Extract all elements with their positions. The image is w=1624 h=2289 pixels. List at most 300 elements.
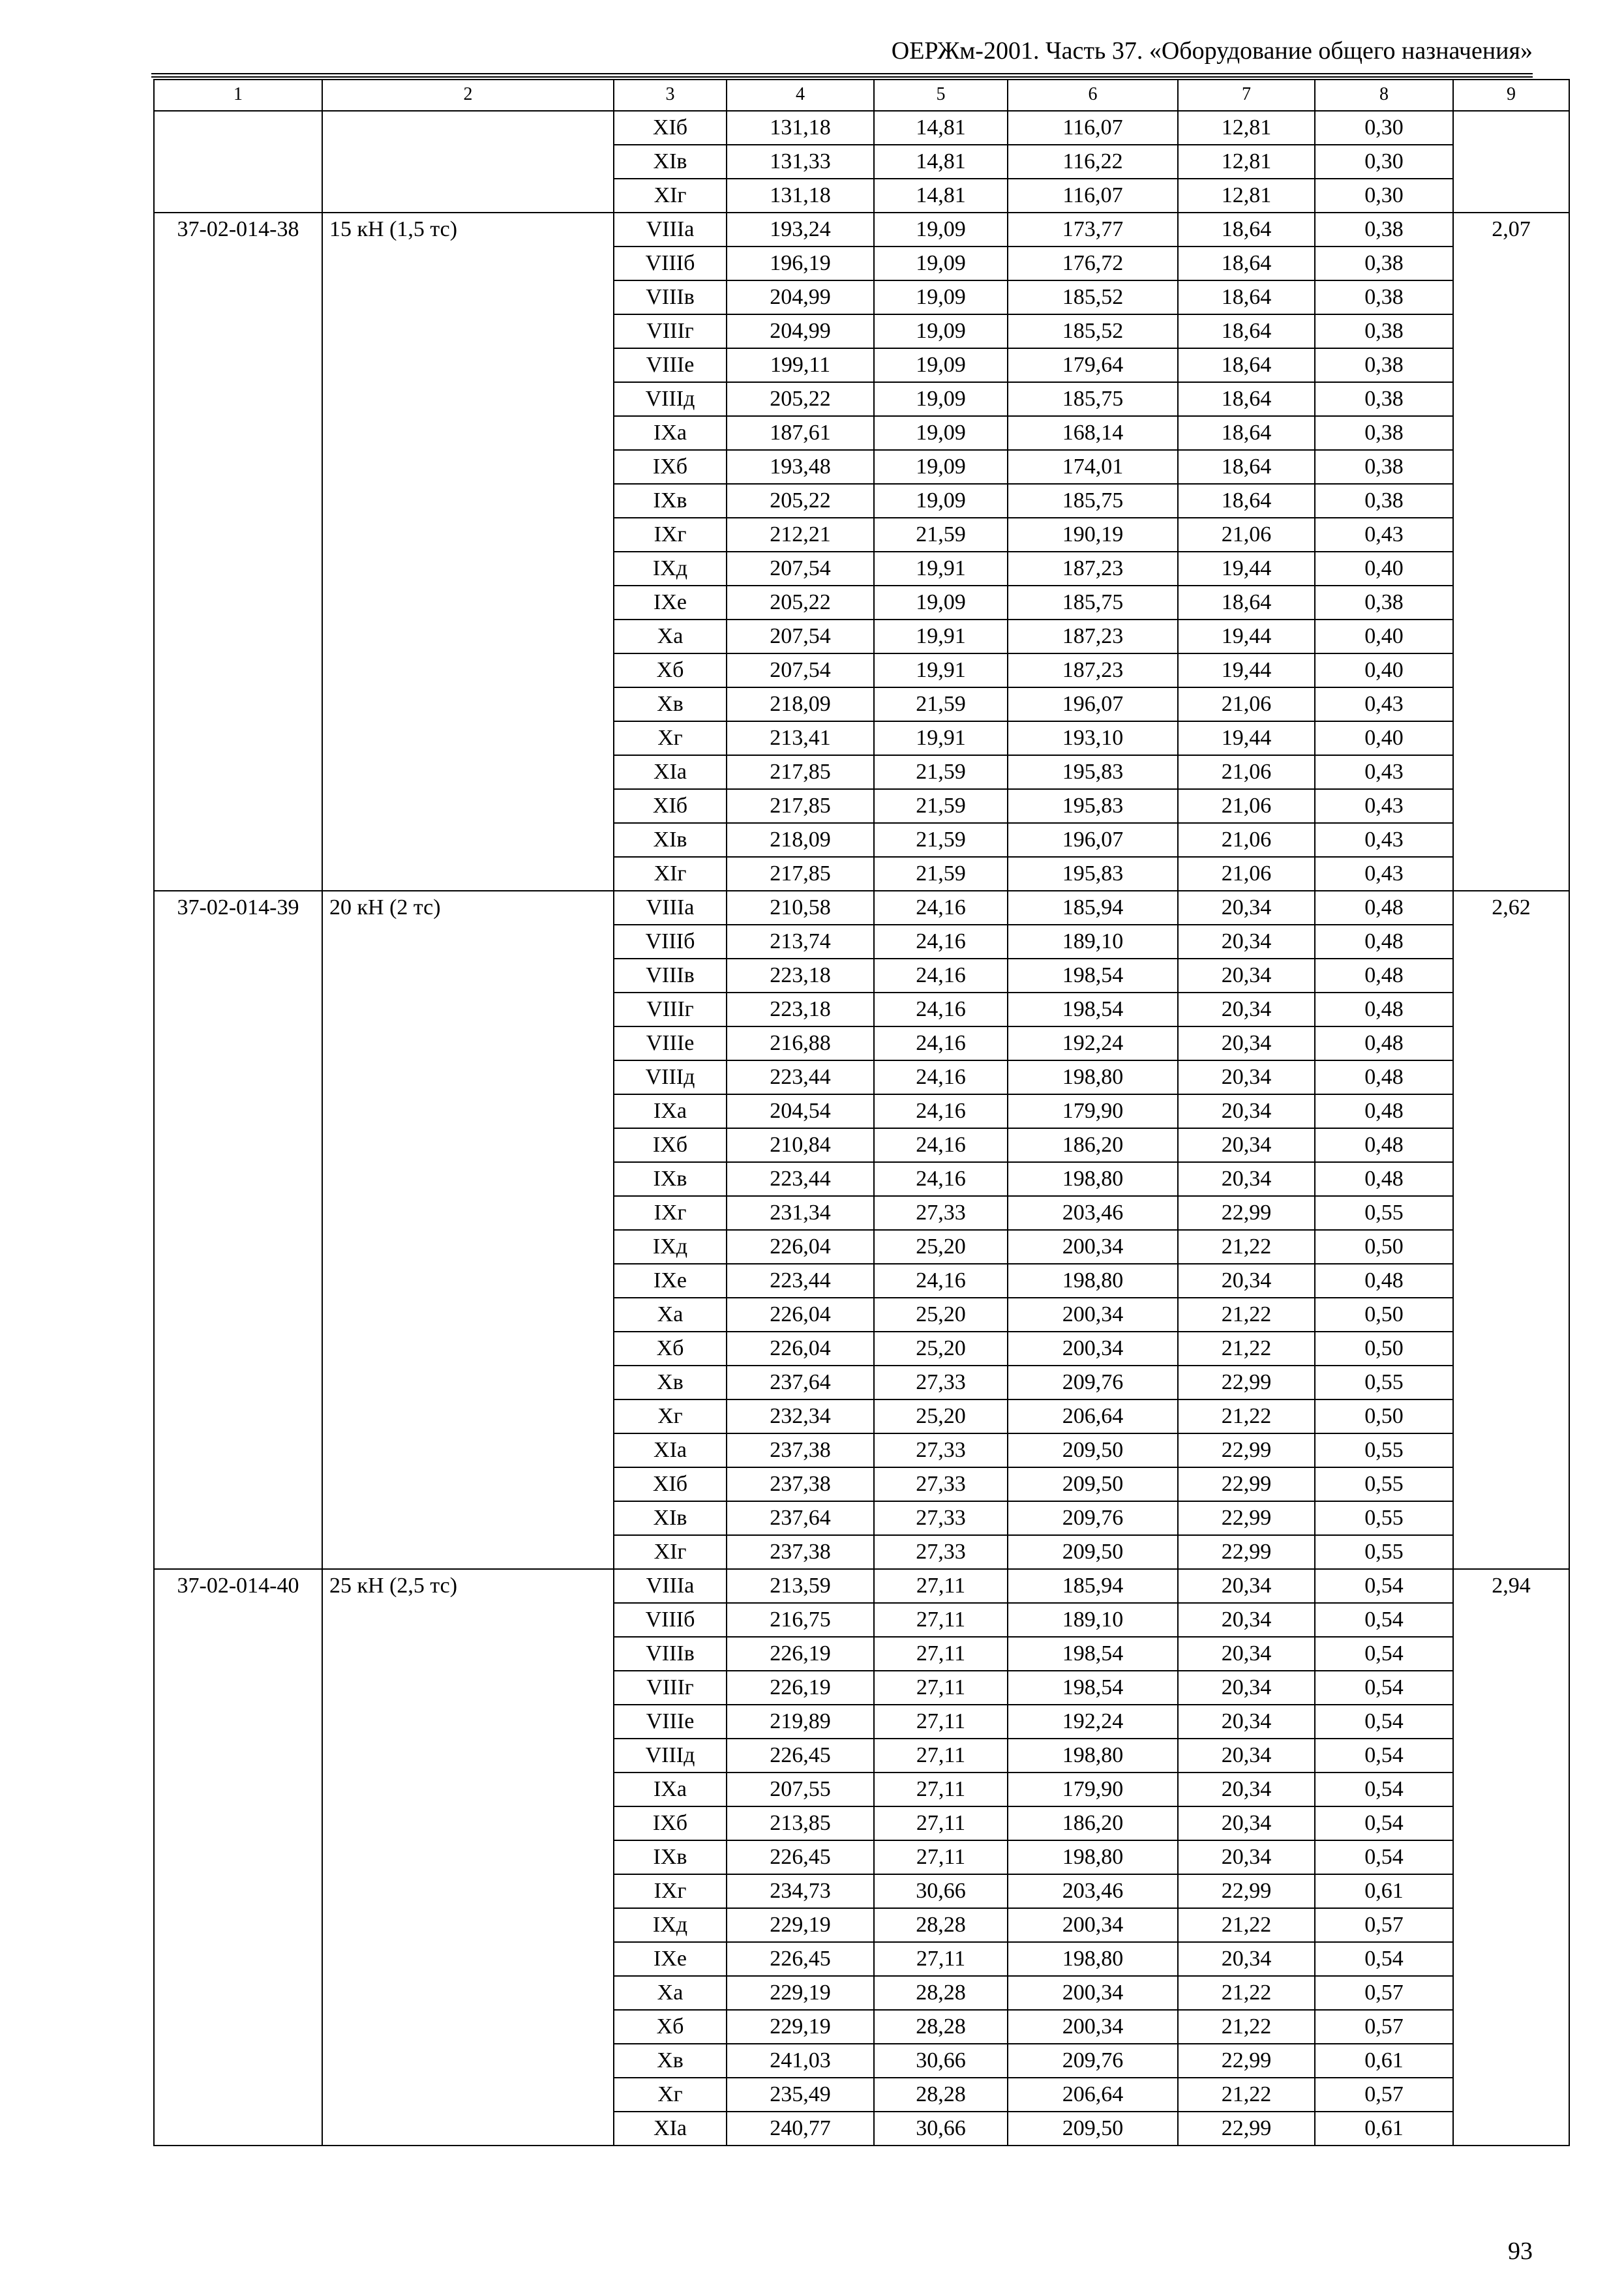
region-zone-cell: IXа: [614, 1094, 727, 1128]
materials-cell: 0,43: [1315, 687, 1453, 721]
machine-operation-cell: 185,75: [1008, 586, 1178, 620]
total-cost-cell: 213,41: [727, 721, 874, 755]
region-zone-cell: VIIIб: [614, 925, 727, 959]
machine-operation-cell: 186,20: [1008, 1128, 1178, 1162]
total-cost-cell: 217,85: [727, 857, 874, 891]
machine-operation-cell: 195,83: [1008, 789, 1178, 823]
operator-wages-cell: 21,22: [1178, 1908, 1315, 1942]
total-cost-cell: 231,34: [727, 1196, 874, 1230]
machine-operation-cell: 187,23: [1008, 552, 1178, 586]
region-zone-cell: IXе: [614, 586, 727, 620]
total-cost-cell: 213,74: [727, 925, 874, 959]
wages-cell: 24,16: [874, 1264, 1008, 1298]
region-zone-cell: Xб: [614, 653, 727, 687]
materials-cell: 0,48: [1315, 959, 1453, 993]
region-zone-cell: VIIIд: [614, 382, 727, 416]
total-cost-cell: 237,38: [727, 1467, 874, 1501]
wages-cell: 19,09: [874, 416, 1008, 450]
total-cost-cell: 237,38: [727, 1535, 874, 1569]
materials-cell: 0,55: [1315, 1196, 1453, 1230]
total-cost-cell: 226,04: [727, 1298, 874, 1332]
total-cost-cell: 204,99: [727, 314, 874, 348]
machine-operation-cell: 198,80: [1008, 1060, 1178, 1094]
labor-cost-cell: [1453, 111, 1569, 213]
operator-wages-cell: 20,34: [1178, 1671, 1315, 1705]
region-zone-cell: IXа: [614, 416, 727, 450]
machine-operation-cell: 200,34: [1008, 1298, 1178, 1332]
total-cost-cell: 210,84: [727, 1128, 874, 1162]
operator-wages-cell: 21,22: [1178, 1298, 1315, 1332]
region-zone-cell: VIIIд: [614, 1060, 727, 1094]
operator-wages-cell: 18,64: [1178, 586, 1315, 620]
total-cost-cell: 199,11: [727, 348, 874, 382]
machine-operation-cell: 116,22: [1008, 145, 1178, 179]
operator-wages-cell: 18,64: [1178, 247, 1315, 280]
region-zone-cell: Xг: [614, 721, 727, 755]
total-cost-cell: 205,22: [727, 382, 874, 416]
total-cost-cell: 131,18: [727, 111, 874, 145]
operator-wages-cell: 20,34: [1178, 1637, 1315, 1671]
region-zone-cell: IXг: [614, 1196, 727, 1230]
materials-cell: 0,48: [1315, 891, 1453, 925]
materials-cell: 0,40: [1315, 721, 1453, 755]
region-zone-cell: VIIIв: [614, 280, 727, 314]
materials-cell: 0,48: [1315, 1128, 1453, 1162]
table-row: [154, 1569, 1569, 1603]
machine-operation-cell: 190,19: [1008, 518, 1178, 552]
capacity-name: 25 кН (2,5 тс): [322, 1569, 614, 2146]
wages-cell: 19,09: [874, 280, 1008, 314]
wages-cell: 27,33: [874, 1366, 1008, 1399]
wages-cell: 27,11: [874, 1671, 1008, 1705]
wages-cell: 19,09: [874, 314, 1008, 348]
region-zone-cell: VIIIб: [614, 247, 727, 280]
machine-operation-cell: 179,90: [1008, 1094, 1178, 1128]
machine-operation-cell: 185,94: [1008, 891, 1178, 925]
operator-wages-cell: 21,06: [1178, 857, 1315, 891]
column-number: 8: [1315, 80, 1453, 111]
total-cost-cell: 219,89: [727, 1705, 874, 1739]
wages-cell: 14,81: [874, 179, 1008, 213]
operator-wages-cell: 20,34: [1178, 1942, 1315, 1976]
total-cost-cell: 210,58: [727, 891, 874, 925]
operator-wages-cell: 22,99: [1178, 1366, 1315, 1399]
operator-wages-cell: 22,99: [1178, 1433, 1315, 1467]
materials-cell: 0,48: [1315, 1094, 1453, 1128]
wages-cell: 19,91: [874, 721, 1008, 755]
machine-operation-cell: 200,34: [1008, 1230, 1178, 1264]
total-cost-cell: 131,33: [727, 145, 874, 179]
operator-wages-cell: 18,64: [1178, 450, 1315, 484]
wages-cell: 19,09: [874, 348, 1008, 382]
region-zone-cell: IXб: [614, 450, 727, 484]
machine-operation-cell: 198,80: [1008, 1840, 1178, 1874]
page-number: 93: [1508, 2237, 1533, 2265]
materials-cell: 0,38: [1315, 213, 1453, 247]
materials-cell: 0,38: [1315, 484, 1453, 518]
materials-cell: 0,30: [1315, 145, 1453, 179]
total-cost-cell: 213,59: [727, 1569, 874, 1603]
materials-cell: 0,55: [1315, 1535, 1453, 1569]
total-cost-cell: 229,19: [727, 1976, 874, 2010]
wages-cell: 30,66: [874, 1874, 1008, 1908]
machine-operation-cell: 203,46: [1008, 1874, 1178, 1908]
wages-cell: 14,81: [874, 145, 1008, 179]
operator-wages-cell: 18,64: [1178, 314, 1315, 348]
total-cost-cell: 207,55: [727, 1773, 874, 1806]
operator-wages-cell: 20,34: [1178, 1739, 1315, 1773]
wages-cell: 27,33: [874, 1433, 1008, 1467]
operator-wages-cell: 20,34: [1178, 993, 1315, 1026]
region-zone-cell: IXв: [614, 1840, 727, 1874]
price-table: [153, 79, 1570, 2146]
column-number: 6: [1008, 80, 1178, 111]
total-cost-cell: 207,54: [727, 653, 874, 687]
total-cost-cell: 223,44: [727, 1060, 874, 1094]
region-zone-cell: IXв: [614, 484, 727, 518]
wages-cell: 30,66: [874, 2112, 1008, 2146]
total-cost-cell: 237,38: [727, 1433, 874, 1467]
total-cost-cell: 217,85: [727, 755, 874, 789]
region-zone-cell: XIв: [614, 145, 727, 179]
region-zone-cell: VIIIа: [614, 1569, 727, 1603]
region-zone-cell: XIб: [614, 1467, 727, 1501]
table-row: [154, 111, 1569, 145]
wages-cell: 24,16: [874, 891, 1008, 925]
operator-wages-cell: 19,44: [1178, 653, 1315, 687]
materials-cell: 0,54: [1315, 1840, 1453, 1874]
total-cost-cell: 212,21: [727, 518, 874, 552]
operator-wages-cell: 19,44: [1178, 721, 1315, 755]
materials-cell: 0,57: [1315, 1908, 1453, 1942]
materials-cell: 0,54: [1315, 1773, 1453, 1806]
region-zone-cell: Xв: [614, 687, 727, 721]
materials-cell: 0,40: [1315, 653, 1453, 687]
machine-operation-cell: 209,50: [1008, 2112, 1178, 2146]
wages-cell: 25,20: [874, 1298, 1008, 1332]
rate-code: 37-02-014-38: [154, 213, 322, 891]
total-cost-cell: 226,19: [727, 1637, 874, 1671]
wages-cell: 24,16: [874, 959, 1008, 993]
operator-wages-cell: 12,81: [1178, 111, 1315, 145]
operator-wages-cell: 22,99: [1178, 2044, 1315, 2078]
total-cost-cell: 240,77: [727, 2112, 874, 2146]
region-zone-cell: XIг: [614, 857, 727, 891]
materials-cell: 0,38: [1315, 382, 1453, 416]
operator-wages-cell: 18,64: [1178, 280, 1315, 314]
wages-cell: 19,09: [874, 213, 1008, 247]
rate-code: [154, 111, 322, 213]
wages-cell: 21,59: [874, 755, 1008, 789]
operator-wages-cell: 12,81: [1178, 179, 1315, 213]
total-cost-cell: 204,99: [727, 280, 874, 314]
total-cost-cell: 226,45: [727, 1739, 874, 1773]
materials-cell: 0,57: [1315, 2078, 1453, 2112]
machine-operation-cell: 185,75: [1008, 382, 1178, 416]
region-zone-cell: IXб: [614, 1128, 727, 1162]
region-zone-cell: XIа: [614, 755, 727, 789]
region-zone-cell: VIIIг: [614, 993, 727, 1026]
materials-cell: 0,61: [1315, 2112, 1453, 2146]
materials-cell: 0,54: [1315, 1671, 1453, 1705]
machine-operation-cell: 198,54: [1008, 993, 1178, 1026]
operator-wages-cell: 22,99: [1178, 1196, 1315, 1230]
machine-operation-cell: 174,01: [1008, 450, 1178, 484]
machine-operation-cell: 185,52: [1008, 314, 1178, 348]
wages-cell: 30,66: [874, 2044, 1008, 2078]
column-number: 2: [322, 80, 614, 111]
page-header: ОЕРЖм-2001. Часть 37. «Оборудование общего назначения»: [891, 37, 1533, 65]
region-zone-cell: VIIIе: [614, 348, 727, 382]
materials-cell: 0,48: [1315, 1162, 1453, 1196]
table-body: [154, 80, 1569, 2146]
machine-operation-cell: 193,10: [1008, 721, 1178, 755]
column-number: 1: [154, 80, 322, 111]
machine-operation-cell: 189,10: [1008, 925, 1178, 959]
operator-wages-cell: 21,22: [1178, 2078, 1315, 2112]
materials-cell: 0,55: [1315, 1467, 1453, 1501]
machine-operation-cell: 209,76: [1008, 2044, 1178, 2078]
operator-wages-cell: 20,34: [1178, 1603, 1315, 1637]
wages-cell: 19,09: [874, 586, 1008, 620]
operator-wages-cell: 21,06: [1178, 823, 1315, 857]
region-zone-cell: VIIIа: [614, 891, 727, 925]
wages-cell: 25,20: [874, 1230, 1008, 1264]
total-cost-cell: 229,19: [727, 1908, 874, 1942]
machine-operation-cell: 209,50: [1008, 1467, 1178, 1501]
total-cost-cell: 131,18: [727, 179, 874, 213]
total-cost-cell: 193,48: [727, 450, 874, 484]
wages-cell: 19,91: [874, 653, 1008, 687]
total-cost-cell: 207,54: [727, 620, 874, 653]
operator-wages-cell: 20,34: [1178, 925, 1315, 959]
region-zone-cell: IXг: [614, 518, 727, 552]
machine-operation-cell: 198,80: [1008, 1739, 1178, 1773]
machine-operation-cell: 116,07: [1008, 179, 1178, 213]
region-zone-cell: VIIIв: [614, 959, 727, 993]
operator-wages-cell: 22,99: [1178, 2112, 1315, 2146]
region-zone-cell: XIа: [614, 1433, 727, 1467]
materials-cell: 0,54: [1315, 1569, 1453, 1603]
materials-cell: 0,43: [1315, 789, 1453, 823]
operator-wages-cell: 22,99: [1178, 1874, 1315, 1908]
materials-cell: 0,38: [1315, 348, 1453, 382]
column-number: 7: [1178, 80, 1315, 111]
total-cost-cell: 226,45: [727, 1942, 874, 1976]
machine-operation-cell: 179,90: [1008, 1773, 1178, 1806]
materials-cell: 0,61: [1315, 1874, 1453, 1908]
rate-code: 37-02-014-40: [154, 1569, 322, 2146]
rate-code: 37-02-014-39: [154, 891, 322, 1569]
materials-cell: 0,40: [1315, 552, 1453, 586]
machine-operation-cell: 176,72: [1008, 247, 1178, 280]
machine-operation-cell: 200,34: [1008, 1332, 1178, 1366]
operator-wages-cell: 20,34: [1178, 1705, 1315, 1739]
column-number: 9: [1453, 80, 1569, 111]
capacity-name: [322, 111, 614, 213]
operator-wages-cell: 20,34: [1178, 1264, 1315, 1298]
region-zone-cell: IXд: [614, 1908, 727, 1942]
region-zone-cell: VIIIе: [614, 1026, 727, 1060]
operator-wages-cell: 22,99: [1178, 1535, 1315, 1569]
machine-operation-cell: 192,24: [1008, 1026, 1178, 1060]
materials-cell: 0,54: [1315, 1637, 1453, 1671]
materials-cell: 0,38: [1315, 416, 1453, 450]
wages-cell: 19,09: [874, 450, 1008, 484]
operator-wages-cell: 18,64: [1178, 382, 1315, 416]
region-zone-cell: XIб: [614, 789, 727, 823]
wages-cell: 24,16: [874, 1094, 1008, 1128]
total-cost-cell: 229,19: [727, 2010, 874, 2044]
wages-cell: 19,91: [874, 620, 1008, 653]
wages-cell: 27,11: [874, 1942, 1008, 1976]
materials-cell: 0,50: [1315, 1230, 1453, 1264]
wages-cell: 24,16: [874, 1026, 1008, 1060]
wages-cell: 21,59: [874, 687, 1008, 721]
total-cost-cell: 223,18: [727, 993, 874, 1026]
wages-cell: 27,11: [874, 1603, 1008, 1637]
materials-cell: 0,38: [1315, 280, 1453, 314]
machine-operation-cell: 200,34: [1008, 1908, 1178, 1942]
wages-cell: 21,59: [874, 857, 1008, 891]
region-zone-cell: IXб: [614, 1806, 727, 1840]
total-cost-cell: 196,19: [727, 247, 874, 280]
operator-wages-cell: 21,22: [1178, 1230, 1315, 1264]
total-cost-cell: 218,09: [727, 687, 874, 721]
total-cost-cell: 207,54: [727, 552, 874, 586]
wages-cell: 27,33: [874, 1535, 1008, 1569]
total-cost-cell: 193,24: [727, 213, 874, 247]
machine-operation-cell: 192,24: [1008, 1705, 1178, 1739]
materials-cell: 0,38: [1315, 586, 1453, 620]
region-zone-cell: VIIIг: [614, 314, 727, 348]
materials-cell: 0,48: [1315, 1060, 1453, 1094]
region-zone-cell: XIв: [614, 1501, 727, 1535]
total-cost-cell: 237,64: [727, 1501, 874, 1535]
region-zone-cell: VIIIе: [614, 1705, 727, 1739]
total-cost-cell: 241,03: [727, 2044, 874, 2078]
region-zone-cell: IXа: [614, 1773, 727, 1806]
operator-wages-cell: 20,34: [1178, 1060, 1315, 1094]
wages-cell: 27,11: [874, 1705, 1008, 1739]
operator-wages-cell: 18,64: [1178, 484, 1315, 518]
total-cost-cell: 226,04: [727, 1332, 874, 1366]
region-zone-cell: XIб: [614, 111, 727, 145]
materials-cell: 0,30: [1315, 111, 1453, 145]
wages-cell: 27,11: [874, 1569, 1008, 1603]
operator-wages-cell: 22,99: [1178, 1467, 1315, 1501]
region-zone-cell: VIIIг: [614, 1671, 727, 1705]
wages-cell: 27,11: [874, 1739, 1008, 1773]
total-cost-cell: 226,45: [727, 1840, 874, 1874]
machine-operation-cell: 209,50: [1008, 1433, 1178, 1467]
table-row: [154, 213, 1569, 247]
region-zone-cell: Xб: [614, 1332, 727, 1366]
wages-cell: 27,33: [874, 1196, 1008, 1230]
materials-cell: 0,43: [1315, 823, 1453, 857]
region-zone-cell: Xг: [614, 2078, 727, 2112]
total-cost-cell: 232,34: [727, 1399, 874, 1433]
machine-operation-cell: 185,52: [1008, 280, 1178, 314]
operator-wages-cell: 20,34: [1178, 1162, 1315, 1196]
wages-cell: 21,59: [874, 823, 1008, 857]
machine-operation-cell: 185,94: [1008, 1569, 1178, 1603]
materials-cell: 0,54: [1315, 1705, 1453, 1739]
operator-wages-cell: 20,34: [1178, 959, 1315, 993]
wages-cell: 27,33: [874, 1467, 1008, 1501]
machine-operation-cell: 206,64: [1008, 2078, 1178, 2112]
total-cost-cell: 216,88: [727, 1026, 874, 1060]
machine-operation-cell: 203,46: [1008, 1196, 1178, 1230]
machine-operation-cell: 196,07: [1008, 687, 1178, 721]
materials-cell: 0,30: [1315, 179, 1453, 213]
region-zone-cell: Xа: [614, 1976, 727, 2010]
operator-wages-cell: 18,64: [1178, 213, 1315, 247]
machine-operation-cell: 187,23: [1008, 653, 1178, 687]
machine-operation-cell: 179,64: [1008, 348, 1178, 382]
operator-wages-cell: 12,81: [1178, 145, 1315, 179]
total-cost-cell: 237,64: [727, 1366, 874, 1399]
total-cost-cell: 226,04: [727, 1230, 874, 1264]
total-cost-cell: 226,19: [727, 1671, 874, 1705]
machine-operation-cell: 200,34: [1008, 2010, 1178, 2044]
region-zone-cell: IXв: [614, 1162, 727, 1196]
total-cost-cell: 235,49: [727, 2078, 874, 2112]
region-zone-cell: IXд: [614, 1230, 727, 1264]
operator-wages-cell: 20,34: [1178, 1128, 1315, 1162]
materials-cell: 0,38: [1315, 450, 1453, 484]
materials-cell: 0,48: [1315, 1264, 1453, 1298]
total-cost-cell: 216,75: [727, 1603, 874, 1637]
capacity-name: 20 кН (2 тс): [322, 891, 614, 1569]
wages-cell: 27,11: [874, 1840, 1008, 1874]
machine-operation-cell: 186,20: [1008, 1806, 1178, 1840]
machine-operation-cell: 200,34: [1008, 1976, 1178, 2010]
machine-operation-cell: 198,80: [1008, 1942, 1178, 1976]
wages-cell: 25,20: [874, 1399, 1008, 1433]
wages-cell: 19,91: [874, 552, 1008, 586]
labor-cost-cell: 2,07: [1453, 213, 1569, 891]
machine-operation-cell: 196,07: [1008, 823, 1178, 857]
wages-cell: 21,59: [874, 518, 1008, 552]
materials-cell: 0,50: [1315, 1332, 1453, 1366]
operator-wages-cell: 21,22: [1178, 2010, 1315, 2044]
operator-wages-cell: 21,06: [1178, 687, 1315, 721]
operator-wages-cell: 20,34: [1178, 1026, 1315, 1060]
region-zone-cell: Xв: [614, 2044, 727, 2078]
machine-operation-cell: 195,83: [1008, 755, 1178, 789]
column-number: 3: [614, 80, 727, 111]
column-number: 5: [874, 80, 1008, 111]
wages-cell: 19,09: [874, 484, 1008, 518]
region-zone-cell: Xб: [614, 2010, 727, 2044]
total-cost-cell: 218,09: [727, 823, 874, 857]
wages-cell: 28,28: [874, 2010, 1008, 2044]
capacity-name: 15 кН (1,5 тс): [322, 213, 614, 891]
wages-cell: 28,28: [874, 2078, 1008, 2112]
total-cost-cell: 187,61: [727, 416, 874, 450]
wages-cell: 27,11: [874, 1637, 1008, 1671]
materials-cell: 0,57: [1315, 2010, 1453, 2044]
operator-wages-cell: 20,34: [1178, 1773, 1315, 1806]
region-zone-cell: VIIIв: [614, 1637, 727, 1671]
wages-cell: 19,09: [874, 247, 1008, 280]
operator-wages-cell: 19,44: [1178, 552, 1315, 586]
total-cost-cell: 223,44: [727, 1162, 874, 1196]
materials-cell: 0,43: [1315, 755, 1453, 789]
total-cost-cell: 234,73: [727, 1874, 874, 1908]
region-zone-cell: VIIIб: [614, 1603, 727, 1637]
